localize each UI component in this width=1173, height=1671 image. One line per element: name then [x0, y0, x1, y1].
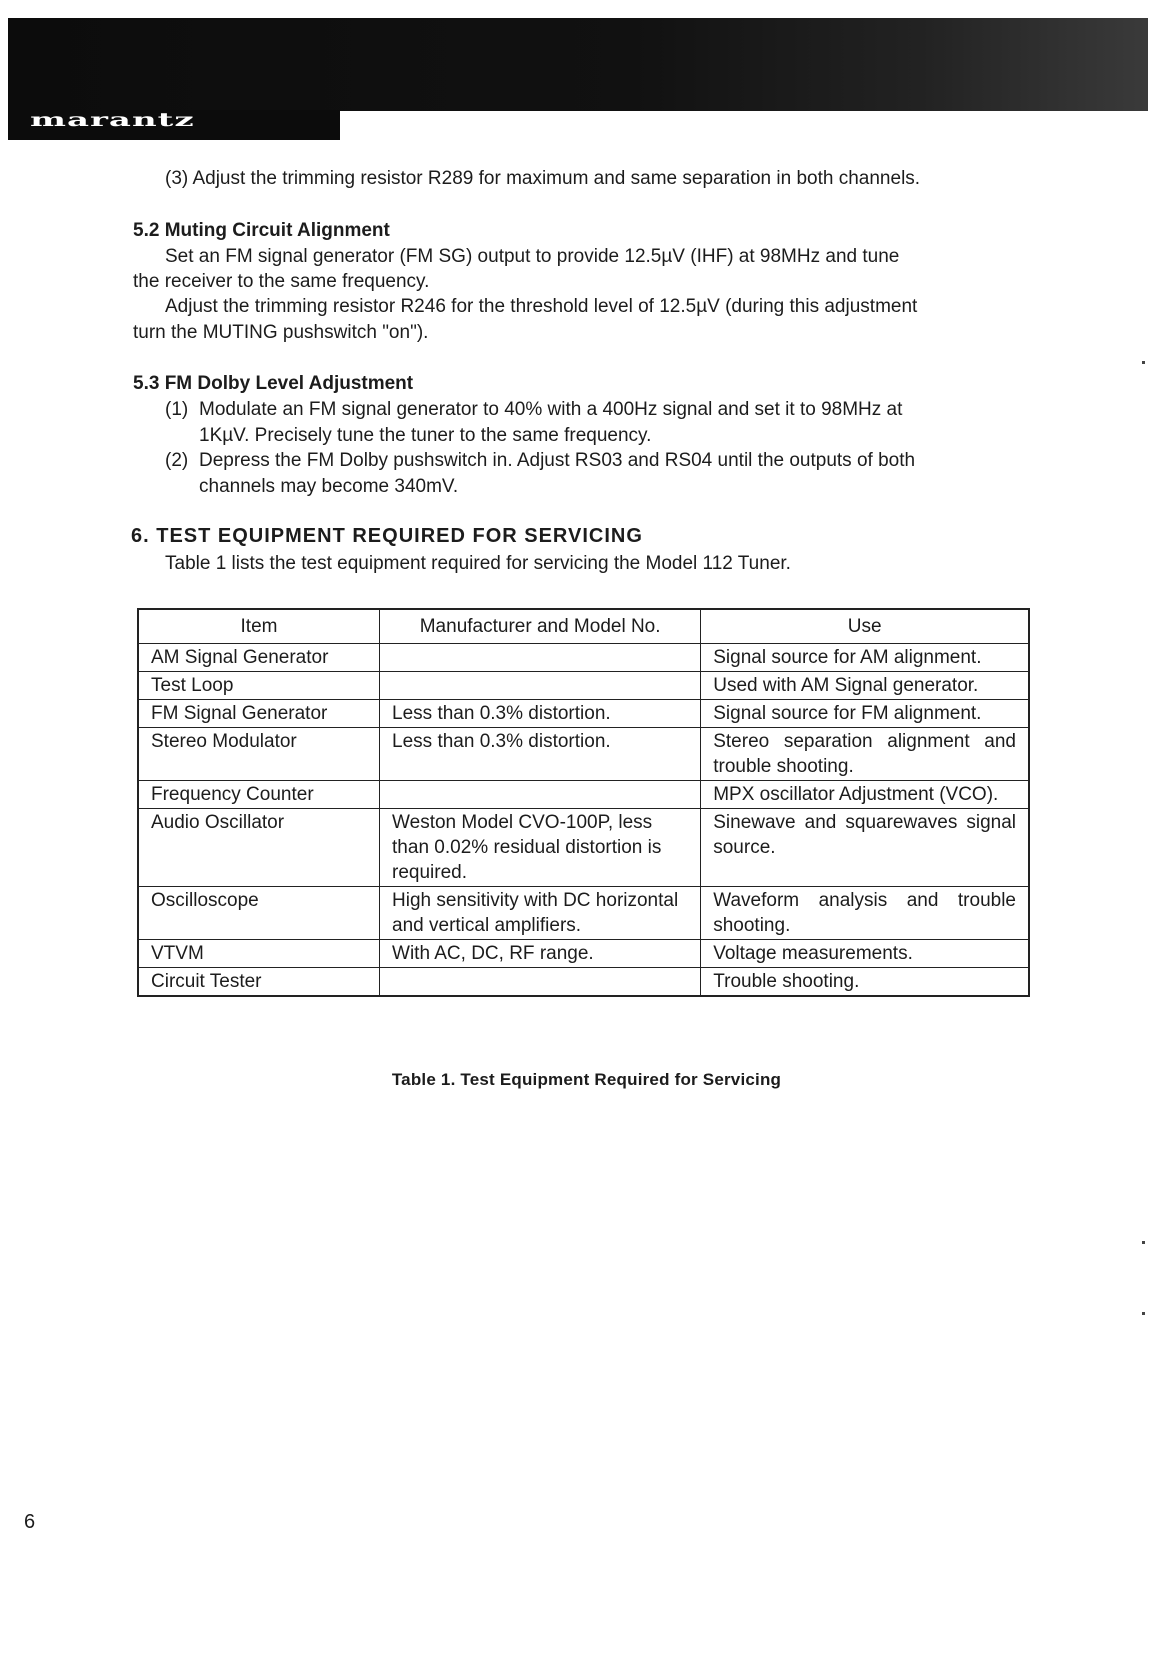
test-equipment-table: [137, 608, 1030, 997]
page-number: 6: [24, 1511, 36, 1533]
table-row: [138, 968, 1029, 997]
model-cell: [380, 781, 701, 809]
item-cell: Frequency Counter: [138, 781, 380, 809]
item-cell: Test Loop: [138, 672, 380, 700]
table-row: [138, 644, 1029, 672]
section-5-2-para1-cont: the receiver to the same frequency.: [133, 271, 430, 292]
use-cell: Voltage measurements.: [701, 940, 1029, 968]
use-cell: Signal source for AM alignment.: [701, 644, 1029, 672]
model-cell: Weston Model CVO-100P, less than 0.02% residual distortion is required.: [380, 809, 701, 887]
use-cell: Signal source for FM alignment.: [701, 700, 1029, 728]
item-cell: AM Signal Generator: [138, 644, 380, 672]
model-cell: High sensitivity with DC horizontal and vertical amplifiers.: [380, 887, 701, 940]
scan-speck: [1142, 1241, 1145, 1244]
use-cell: MPX oscillator Adjustment (VCO).: [701, 781, 1029, 809]
table-caption: Table 1. Test Equipment Required for Servicing: [391, 1070, 782, 1089]
table-row: [138, 781, 1029, 809]
header-banner: [8, 18, 1148, 111]
section-5-2-para1: Set an FM signal generator (FM SG) output to provide 12.5µV (IHF) at 98MHz and tune: [165, 246, 900, 267]
model-cell: [380, 644, 701, 672]
section-5-2-heading: 5.2 Muting Circuit Alignment: [133, 220, 390, 241]
model-cell: [380, 968, 701, 997]
item-cell: FM Signal Generator: [138, 700, 380, 728]
section-5-3-item1-number: (1): [165, 399, 189, 420]
step-3-text: (3) Adjust the trimming resistor R289 for maximum and same separation in both channels.: [165, 168, 921, 189]
section-5-2-para2-cont: turn the MUTING pushswitch "on").: [133, 322, 429, 343]
section-6-heading: 6. TEST EQUIPMENT REQUIRED FOR SERVICING: [131, 525, 643, 547]
section-5-3-item1-line1: Modulate an FM signal generator to 40% with a 400Hz signal and set it to 98MHz at: [199, 399, 903, 420]
table-header-row: [138, 609, 1029, 644]
use-cell: Waveform analysis and trouble shooting.: [701, 887, 1029, 940]
item-cell: Audio Oscillator: [138, 809, 380, 887]
model-cell: With AC, DC, RF range.: [380, 940, 701, 968]
section-5-3-item1-line2: 1KµV. Precisely tune the tuner to the same frequency.: [199, 425, 652, 446]
item-cell: Circuit Tester: [138, 968, 380, 997]
use-cell: Used with AM Signal generator.: [701, 672, 1029, 700]
table-row: [138, 672, 1029, 700]
scan-speck: [1142, 361, 1145, 364]
section-5-3-heading: 5.3 FM Dolby Level Adjustment: [133, 373, 414, 394]
item-cell: Oscilloscope: [138, 887, 380, 940]
header-manufacturer-model: Manufacturer and Model No.: [380, 609, 701, 644]
section-5-3-item2-line1: Depress the FM Dolby pushswitch in. Adjust RS03 and RS04 until the outputs of both: [199, 450, 916, 471]
header-item: Item: [138, 609, 380, 644]
scan-speck: [1142, 1312, 1145, 1315]
table-row: [138, 700, 1029, 728]
model-cell: [380, 672, 701, 700]
section-5-3-item2-number: (2): [165, 450, 189, 471]
section-6-intro: Table 1 lists the test equipment required for servicing the Model 112 Tuner.: [165, 553, 791, 574]
use-cell: Trouble shooting.: [701, 968, 1029, 997]
section-5-2-para2: Adjust the trimming resistor R246 for the threshold level of 12.5µV (during this adjustment: [165, 296, 918, 317]
use-cell: Sinewave and squarewaves signal source.: [701, 809, 1029, 887]
model-cell: Less than 0.3% distortion.: [380, 700, 701, 728]
table-row: [138, 809, 1029, 887]
brand-logo: marantz: [30, 109, 195, 131]
table-row: [138, 728, 1029, 781]
item-cell: Stereo Modulator: [138, 728, 380, 781]
item-cell: VTVM: [138, 940, 380, 968]
table-row: [138, 940, 1029, 968]
header-use: Use: [701, 609, 1029, 644]
use-cell: Stereo separation alignment and trouble shooting.: [701, 728, 1029, 781]
table-row: [138, 887, 1029, 940]
model-cell: Less than 0.3% distortion.: [380, 728, 701, 781]
section-5-3-item2-line2: channels may become 340mV.: [199, 476, 459, 497]
